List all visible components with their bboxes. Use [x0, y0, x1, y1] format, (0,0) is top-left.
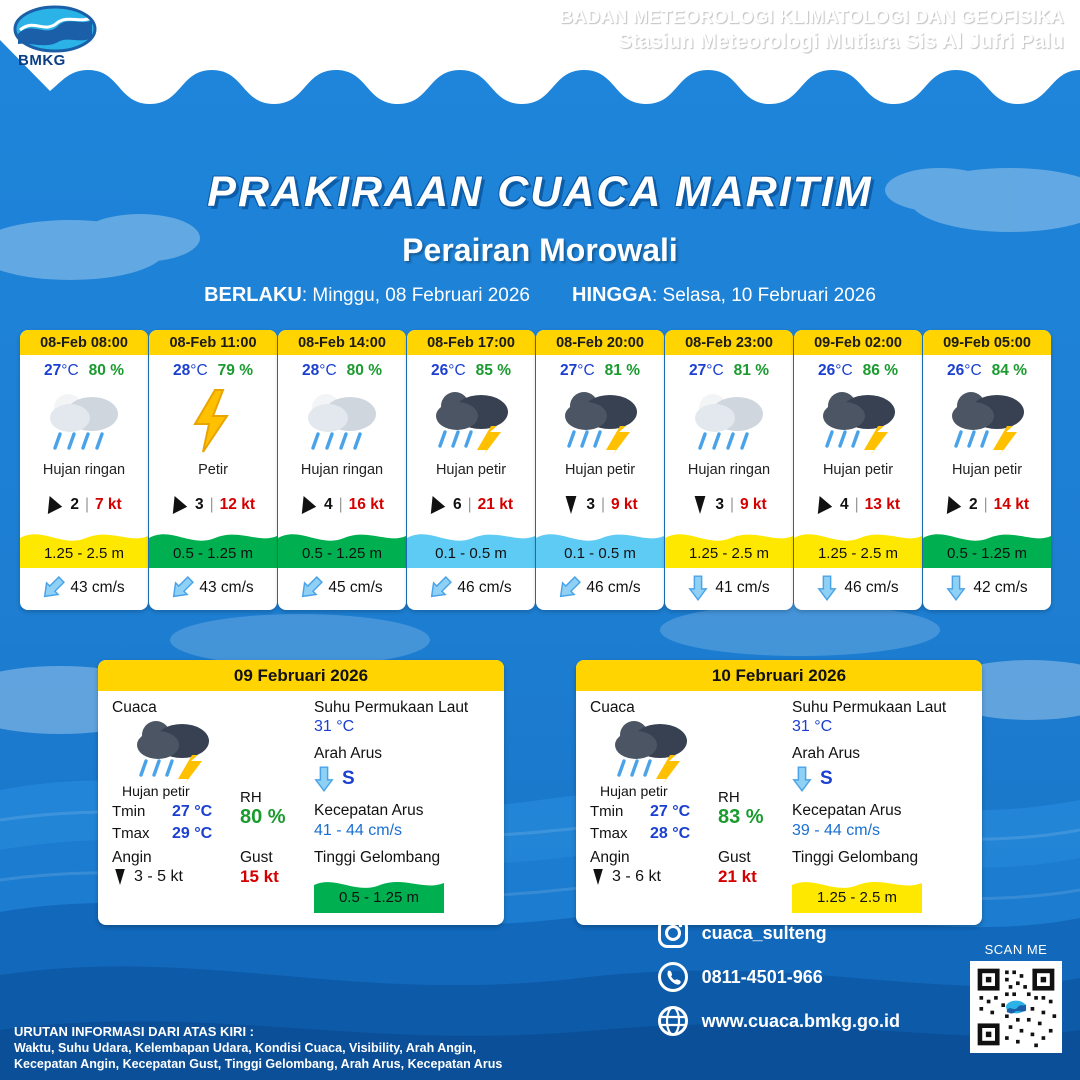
card-current [536, 568, 664, 610]
card-current-speed: 42 cm/s [973, 579, 1028, 596]
card-temperature: 26 [818, 362, 836, 379]
card-wave [665, 524, 793, 568]
card-current [278, 568, 406, 610]
daily-current-speed-label: Kecepatan Arus [314, 802, 424, 819]
card-condition: Hujan petir [564, 462, 636, 478]
page-header [0, 0, 1080, 69]
daily-sst-label: Suhu Permukaan Laut [792, 699, 947, 716]
card-wave-height: 1.25 - 2.5 m [688, 545, 770, 562]
daily-condition: Hujan petir [600, 783, 668, 799]
contact-instagram[interactable] [658, 918, 900, 948]
card-temperature: 27 [560, 362, 578, 379]
card-weather-icon-box [794, 380, 922, 462]
card-wind-speed: 14 kt [993, 496, 1029, 513]
card-wind-direction: 3 [195, 496, 204, 513]
card-temperature: 28 [173, 362, 191, 379]
card-current [665, 568, 793, 610]
scan-me-label: SCAN ME [984, 942, 1048, 957]
card-weather-icon-box [923, 380, 1051, 462]
card-temperature-unit: °C [706, 362, 724, 379]
card-wave-height: 0.5 - 1.25 m [301, 545, 383, 562]
hourly-forecast-card [923, 330, 1051, 610]
card-temp-humidity [665, 355, 793, 380]
daily-gust-value: 15 kt [240, 867, 279, 886]
card-current [923, 568, 1051, 610]
daily-rh-label: RH [718, 789, 740, 806]
card-temperature-unit: °C [577, 362, 595, 379]
card-time: 08-Feb 11:00 [149, 330, 277, 355]
hourly-forecast-card [278, 330, 406, 610]
card-wave [20, 524, 148, 568]
daily-weather-icon-box [590, 717, 786, 783]
current-direction-arrow-icon [294, 571, 328, 605]
card-time: 08-Feb 17:00 [407, 330, 535, 355]
instagram-handle: cuaca_sulteng [701, 922, 827, 943]
daily-angin-label: Angin [590, 849, 630, 866]
card-time: 08-Feb 08:00 [20, 330, 148, 355]
qr-block [970, 942, 1062, 1058]
daily-gust-label: Gust [718, 849, 751, 866]
card-humidity: 79 % [217, 362, 253, 379]
current-direction-arrow-icon [792, 765, 812, 793]
legend-title: URUTAN INFORMASI DARI ATAS KIRI : [14, 1024, 254, 1039]
daily-rh-value: 83 % [718, 806, 764, 828]
light-rain-icon [300, 386, 384, 456]
daily-wind-value: 3 - 5 kt [134, 868, 183, 885]
card-wind-direction: 3 [586, 496, 595, 513]
daily-tmax-value: 28 °C [650, 825, 691, 842]
card-time: 08-Feb 14:00 [278, 330, 406, 355]
daily-current-dir [792, 765, 968, 793]
validity-to-value: : Selasa, 10 Februari 2026 [652, 285, 876, 306]
daily-cuaca-label: Cuaca [590, 699, 635, 716]
card-time: 09-Feb 05:00 [923, 330, 1051, 355]
daily-current-speed-label: Kecepatan Arus [792, 802, 902, 819]
light-rain-icon [687, 386, 771, 456]
card-wave [149, 524, 277, 568]
daily-rh-label: RH [240, 789, 262, 806]
card-condition: Hujan ringan [42, 462, 126, 478]
card-wind: 3 | 12 kt [149, 484, 277, 524]
card-current [20, 568, 148, 610]
hourly-forecast-card [794, 330, 922, 610]
daily-rh [718, 789, 764, 829]
card-condition: Hujan petir [951, 462, 1023, 478]
card-wind: 2 | 7 kt [20, 484, 148, 524]
card-weather-icon-box [407, 380, 535, 462]
daily-sst-value: 31 °C [314, 718, 355, 735]
header-line2: Stasiun Meteorologi Mutiara Sis Al Jufri Palu [617, 30, 1064, 53]
current-direction-arrow-icon [423, 571, 457, 605]
card-temperature: 27 [689, 362, 707, 379]
daily-weather-icon-box [112, 717, 308, 783]
card-weather-icon-box [149, 380, 277, 462]
card-temp-humidity [149, 355, 277, 380]
daily-forecast-row [0, 660, 1080, 925]
card-wind: 4 | 16 kt [278, 484, 406, 524]
card-wave-height: 0.1 - 0.5 m [564, 545, 636, 562]
card-wind-direction: 2 [70, 496, 79, 513]
daily-tmin-label: Tmin [590, 803, 624, 820]
card-temperature: 26 [431, 362, 449, 379]
card-condition: Hujan petir [435, 462, 507, 478]
daily-gust [718, 849, 757, 887]
contact-website[interactable] [658, 1006, 900, 1036]
card-condition: Hujan ringan [687, 462, 771, 478]
header-institution [560, 6, 1064, 54]
card-time: 08-Feb 23:00 [665, 330, 793, 355]
thunderstorm-icon [608, 715, 692, 785]
card-wave [794, 524, 922, 568]
lightning-icon [171, 386, 255, 456]
daily-date: 09 Februari 2026 [98, 660, 504, 691]
card-temperature: 27 [44, 362, 62, 379]
hourly-forecast-card [20, 330, 148, 610]
card-wind: 2 | 14 kt [923, 484, 1051, 524]
card-wind-direction: 4 [324, 496, 333, 513]
card-temperature-unit: °C [61, 362, 79, 379]
card-wind-speed: 16 kt [348, 496, 384, 513]
current-direction-arrow-icon [817, 574, 837, 602]
hourly-forecast-card [407, 330, 535, 610]
phone-number: 0811-4501-966 [701, 966, 823, 987]
thunderstorm-icon [558, 386, 642, 456]
daily-condition: Hujan petir [122, 783, 190, 799]
card-time: 09-Feb 02:00 [794, 330, 922, 355]
daily-tmax-label: Tmax [590, 825, 628, 842]
daily-cuaca-label: Cuaca [112, 699, 157, 716]
globe-icon [658, 1006, 688, 1036]
current-direction-arrow-icon [36, 571, 70, 605]
card-current-speed: 43 cm/s [199, 579, 254, 596]
card-current-speed: 43 cm/s [70, 579, 125, 596]
card-wind: 3 | 9 kt [536, 484, 664, 524]
daily-angin-label: Angin [112, 849, 152, 866]
validity-from-label: BERLAKU [204, 284, 302, 306]
card-current-speed: 46 cm/s [586, 579, 641, 596]
wind-direction-arrow-icon [300, 494, 318, 516]
wind-direction-arrow-icon [691, 494, 709, 516]
daily-gust [240, 849, 279, 887]
daily-tmin-label: Tmin [112, 803, 146, 820]
card-wave-height: 0.5 - 1.25 m [172, 545, 254, 562]
card-temperature-unit: °C [835, 362, 853, 379]
header-line1: BADAN METEOROLOGI KLIMATOLOGI DAN GEOFISIKA [559, 6, 1064, 27]
card-wave [278, 524, 406, 568]
card-temp-humidity [923, 355, 1051, 380]
daily-current-dir-label: Arah Arus [792, 745, 861, 762]
card-current-speed: 41 cm/s [715, 579, 770, 596]
card-weather-icon-box [665, 380, 793, 462]
hourly-forecast-row [20, 330, 1060, 610]
daily-gust-label: Gust [240, 849, 273, 866]
light-rain-icon [42, 386, 126, 456]
daily-sst-value: 31 °C [792, 718, 833, 735]
card-wave-height: 1.25 - 2.5 m [43, 545, 125, 562]
daily-date: 10 Februari 2026 [576, 660, 982, 691]
contact-block [658, 918, 900, 1050]
daily-tmax-label: Tmax [112, 825, 150, 842]
card-temp-humidity [407, 355, 535, 380]
daily-current-dir-label: Arah Arus [314, 745, 383, 762]
phone-icon [658, 962, 688, 992]
page-title: PRAKIRAAN CUACA MARITIM [207, 168, 873, 216]
thunderstorm-icon [945, 386, 1029, 456]
card-current-speed: 46 cm/s [844, 579, 899, 596]
card-wave-height: 1.25 - 2.5 m [817, 545, 899, 562]
wind-direction-arrow-icon [112, 867, 128, 887]
card-temp-humidity [536, 355, 664, 380]
card-wind-speed: 7 kt [94, 496, 122, 513]
card-time: 08-Feb 20:00 [536, 330, 664, 355]
legend-line2: Kecepatan Angin, Kecepatan Gust, Tinggi Gelombang, Arah Arus, Kecepatan Arus [14, 1057, 503, 1071]
card-wave-height: 0.5 - 1.25 m [946, 545, 1028, 562]
card-weather-icon-box [20, 380, 148, 462]
daily-current-dir-value: S [342, 768, 355, 789]
card-condition: Hujan petir [822, 462, 894, 478]
card-wind-speed: 9 kt [739, 496, 767, 513]
daily-wind-value: 3 - 6 kt [612, 868, 661, 885]
card-wind-speed: 13 kt [864, 496, 900, 513]
card-temperature: 26 [947, 362, 965, 379]
card-wave [407, 524, 535, 568]
card-humidity: 86 % [862, 362, 898, 379]
card-wave [536, 524, 664, 568]
hourly-forecast-card [665, 330, 793, 610]
wind-direction-arrow-icon [816, 494, 834, 516]
card-current-speed: 46 cm/s [457, 579, 512, 596]
card-humidity: 84 % [991, 362, 1027, 379]
legend-line1: Waktu, Suhu Udara, Kelembapan Udara, Kondisi Cuaca, Visibility, Arah Angin, [14, 1041, 477, 1055]
card-wind-speed: 9 kt [610, 496, 638, 513]
daily-wave-value: 0.5 - 1.25 m [338, 889, 420, 906]
card-wind-speed: 12 kt [219, 496, 255, 513]
card-wave-height: 0.1 - 0.5 m [435, 545, 507, 562]
card-weather-icon-box [536, 380, 664, 462]
card-wind-direction: 2 [969, 496, 978, 513]
card-humidity: 80 % [346, 362, 382, 379]
card-wind-speed: 21 kt [477, 496, 513, 513]
daily-sst-label: Suhu Permukaan Laut [314, 699, 469, 716]
card-condition: Hujan ringan [300, 462, 384, 478]
daily-wave-box [314, 873, 444, 913]
card-weather-icon-box [278, 380, 406, 462]
current-direction-arrow-icon [688, 574, 708, 602]
validity-to-label: HINGGA [572, 284, 652, 306]
card-humidity: 81 % [733, 362, 769, 379]
daily-wind [112, 849, 183, 887]
card-wind: 3 | 9 kt [665, 484, 793, 524]
card-temperature-unit: °C [964, 362, 982, 379]
daily-current-speed-value: 41 - 44 cm/s [314, 822, 403, 839]
wind-direction-arrow-icon [171, 494, 189, 516]
daily-rh [240, 789, 286, 829]
wind-direction-arrow-icon [590, 867, 606, 887]
daily-current-speed-value: 39 - 44 cm/s [792, 822, 881, 839]
card-wind: 6 | 21 kt [407, 484, 535, 524]
daily-wind [590, 849, 661, 887]
thunderstorm-icon [130, 715, 214, 785]
card-current [794, 568, 922, 610]
qr-code-icon[interactable] [970, 961, 1062, 1053]
current-direction-arrow-icon [165, 571, 199, 605]
card-wind: 4 | 13 kt [794, 484, 922, 524]
card-current [407, 568, 535, 610]
card-humidity: 81 % [604, 362, 640, 379]
website-url: www.cuaca.bmkg.go.id [701, 1010, 900, 1031]
daily-tmax-value: 29 °C [172, 825, 213, 842]
daily-rh-value: 80 % [240, 806, 286, 828]
legend-note [14, 1024, 502, 1072]
card-humidity: 85 % [475, 362, 511, 379]
card-wind-direction: 6 [453, 496, 462, 513]
card-temperature: 28 [302, 362, 320, 379]
daily-gust-value: 21 kt [718, 867, 757, 886]
card-temperature-unit: °C [190, 362, 208, 379]
daily-current-dir-value: S [820, 768, 833, 789]
logo-text: BMKG [18, 52, 66, 69]
hourly-forecast-card [536, 330, 664, 610]
wind-direction-arrow-icon [562, 494, 580, 516]
current-direction-arrow-icon [314, 765, 334, 793]
daily-current-dir [314, 765, 490, 793]
validity-period [0, 284, 1080, 307]
card-temp-humidity [278, 355, 406, 380]
validity-from-value: : Minggu, 08 Februari 2026 [301, 285, 530, 306]
card-wind-direction: 4 [840, 496, 849, 513]
daily-wave-value: 1.25 - 2.5 m [816, 889, 898, 906]
card-current-speed: 45 cm/s [328, 579, 383, 596]
card-temp-humidity [794, 355, 922, 380]
wind-direction-arrow-icon [945, 494, 963, 516]
thunderstorm-icon [816, 386, 900, 456]
current-direction-arrow-icon [946, 574, 966, 602]
card-wave [923, 524, 1051, 568]
daily-forecast-panel [576, 660, 982, 925]
daily-wave-box [792, 873, 922, 913]
wind-direction-arrow-icon [429, 494, 447, 516]
instagram-icon [658, 918, 688, 948]
daily-tmin-value: 27 °C [172, 803, 213, 820]
daily-wave-label: Tinggi Gelombang [792, 849, 919, 866]
daily-tmin-value: 27 °C [650, 803, 691, 820]
daily-forecast-panel [98, 660, 504, 925]
card-current [149, 568, 277, 610]
daily-wave-label: Tinggi Gelombang [314, 849, 441, 866]
card-temp-humidity [20, 355, 148, 380]
current-direction-arrow-icon [552, 571, 586, 605]
card-wind-direction: 3 [715, 496, 724, 513]
card-condition: Petir [198, 462, 228, 478]
card-temperature-unit: °C [448, 362, 466, 379]
hourly-forecast-card [149, 330, 277, 610]
thunderstorm-icon [429, 386, 513, 456]
wind-direction-arrow-icon [46, 494, 64, 516]
page-subtitle: Perairan Morowali [402, 232, 678, 268]
contact-phone[interactable] [658, 962, 900, 992]
card-humidity: 80 % [88, 362, 124, 379]
card-temperature-unit: °C [319, 362, 337, 379]
